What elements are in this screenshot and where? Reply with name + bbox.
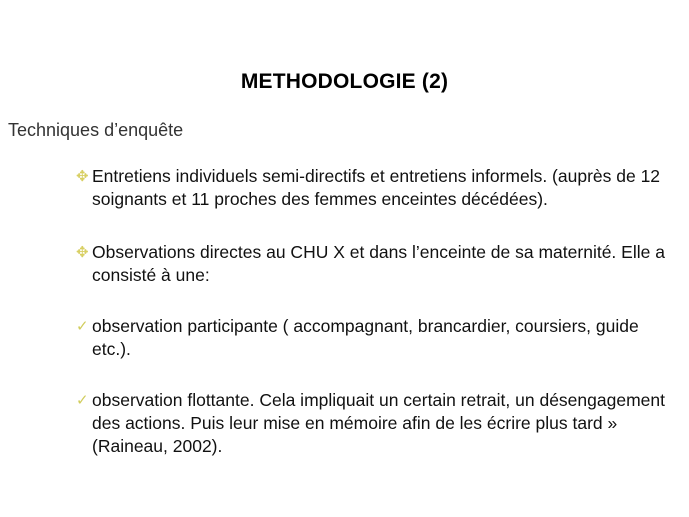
diamond-bullet-icon: ✥: [76, 243, 89, 261]
checkmark-bullet-icon: ✓: [76, 317, 89, 335]
bullet-item-interviews: [76, 165, 676, 211]
bullet-list: [76, 165, 676, 458]
slide-title: METHODOLOGIE (2): [240, 70, 449, 93]
bullet-item-floating-observation: [76, 389, 676, 458]
bullet-text: Entretiens individuels semi-directifs et entretiens informels. (auprès de 12 soignants et 11 proches des femmes enceintes décédées).: [92, 166, 661, 209]
checkmark-bullet-icon: ✓: [76, 391, 89, 409]
bullet-item-observations: [76, 241, 676, 287]
bullet-text: Observations directes au CHU X et dans l’enceinte de sa maternité. Elle a consisté à une:: [92, 242, 665, 285]
slide-subtitle: Techniques d’enquête: [8, 120, 184, 140]
diamond-bullet-icon: ✥: [76, 167, 89, 185]
bullet-text: observation flottante. Cela impliquait un certain retrait, un désengagement des actions. Puis leur mise en mémoire afin de les écrire plus tard » (Raineau, 2002).: [92, 390, 665, 456]
bullet-item-participant-observation: [76, 315, 676, 361]
bullet-text: observation participante ( accompagnant, brancardier, coursiers, guide etc.).: [92, 316, 639, 359]
